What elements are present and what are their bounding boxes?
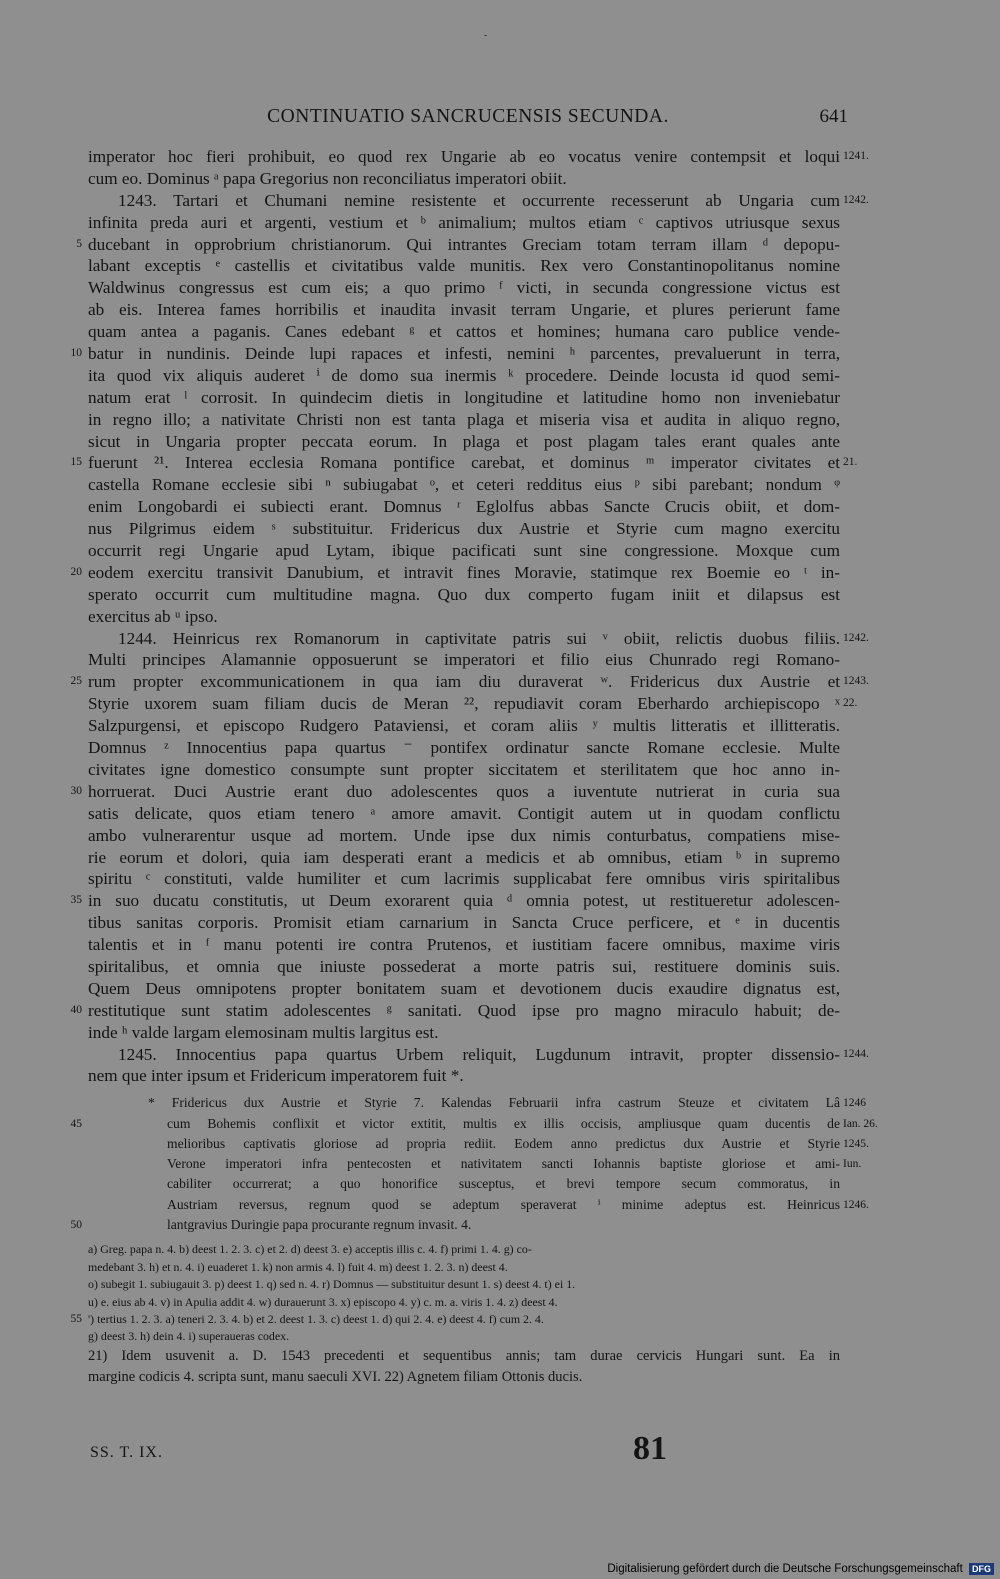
apparatus-line bbox=[60, 1259, 940, 1276]
text-text: 1245. Innocentius papa quartus Urbem reliquit, Lugdunum intravit, propter dissensio- bbox=[118, 1044, 840, 1064]
apparatus-line bbox=[60, 1294, 940, 1311]
note-text: Austriam reversus, regnum quod se adeptum speraverat ⁱ minime adeptus est. Heinricus bbox=[167, 1196, 840, 1212]
apparatus-line bbox=[60, 1241, 940, 1258]
note-line bbox=[60, 1093, 940, 1113]
text-text: Multi principes Alamannie opposuerunt se imperatori et filio eius Chunrado regi Romano- bbox=[88, 650, 840, 670]
apparatus-text: u) e. eius ab 4. v) in Apulia addit 4. w) durauerunt 3. x) episcopo 4. y) c. m. a. viris 1. 4. z) deest 4. bbox=[88, 1294, 558, 1309]
text-text: horruerat. Duci Austrie erant duo adolescentes quos a iuventute nutrierat in curia sua bbox=[88, 781, 840, 801]
apparatus-line bbox=[60, 1311, 940, 1328]
text-line bbox=[60, 825, 940, 847]
text-line bbox=[60, 146, 940, 168]
text-text: 1244. Heinricus rex Romanorum in captivitate patris sui ᵛ obiit, relictis duobus filiis. bbox=[118, 628, 840, 648]
text-line bbox=[60, 168, 940, 190]
text-text: infinita preda auri et argenti, vestium et ᵇ animalium; multos etiam ᶜ captivos utriusque sexus bbox=[88, 212, 840, 232]
margin-year: 1242. bbox=[843, 631, 869, 644]
page-number: 641 bbox=[819, 106, 848, 127]
text-text: tibus sanitas corporis. Promisit etiam carnarium in Sancta Cruce perficere, et ᵉ in ducentis bbox=[88, 913, 840, 933]
text-line bbox=[60, 321, 940, 343]
running-title: CONTINUATIO SANCRUCENSIS SECUNDA. bbox=[267, 106, 669, 127]
text-text: occurrit regi Ungarie apud Lytam, ibique pacificati sunt sine congressione. Moxque cum bbox=[88, 541, 840, 561]
text-text: imperator hoc fieri prohibuit, eo quod rex Ungarie ab eo vocatus venire contempsit et loqui bbox=[88, 147, 840, 166]
line-number: 50 bbox=[70, 1219, 82, 1232]
apparatus-line bbox=[60, 1328, 940, 1345]
text-line bbox=[60, 1022, 940, 1044]
marginal-note bbox=[60, 1093, 940, 1235]
margin-year: 1246 bbox=[843, 1097, 866, 1110]
text-line bbox=[60, 234, 940, 256]
line-number: 40 bbox=[70, 1003, 82, 1016]
apparatus-text: medebant 3. h) et n. 4. i) euaderet 1. k) non armis 4. l) fuit 4. m) deest 1. 2. 3. n) deest 4. bbox=[88, 1259, 508, 1274]
dfg-logo: DFG bbox=[969, 1563, 994, 1575]
text-line bbox=[60, 299, 940, 321]
text-text: quam antea a paganis. Canes edebant ᵍ et cattos et homines; humana caro publice vende- bbox=[88, 322, 840, 342]
margin-year: 1244. bbox=[843, 1047, 869, 1060]
text-text: castella Romane ecclesie sibi ⁿ subiugabat ᵒ, et ceteri redditus eius ᵖ sibi parebant; nondum ᵠ bbox=[88, 475, 840, 495]
text-line bbox=[60, 956, 940, 978]
margin-year: 21. bbox=[843, 456, 858, 469]
margin-year: 1241. bbox=[843, 150, 869, 162]
line-number: 10 bbox=[70, 347, 82, 360]
page-body bbox=[60, 146, 940, 1388]
text-text: Salzpurgensi, et episcopo Rudgero Pataviensi, et coram aliis ʸ multis litteratis et illitteratis. bbox=[88, 716, 840, 736]
text-line bbox=[60, 649, 940, 671]
margin-year: 1243. bbox=[843, 675, 869, 688]
text-line bbox=[60, 628, 940, 650]
text-line bbox=[60, 540, 940, 562]
footnote-text: 21) Idem usuvenit a. D. 1543 precedenti et sequentibus annis; tam durae cervicis Hungari sunt. Ea in bbox=[88, 1347, 840, 1364]
text-line bbox=[60, 431, 940, 453]
text-line bbox=[60, 737, 940, 759]
text-text: Quem Deus omnipotens propter bonitatem suam et devotionem ducis exaudire dignatus est, bbox=[88, 978, 840, 998]
text-text: Waldwinus congressus est cum eis; a quo primo ᶠ victi, in secunda congressione victus est bbox=[88, 278, 840, 298]
text-text: natum erat ˡ corrosit. In quindecim dietis in longitudine et latitudine homo non inveniebatur bbox=[88, 387, 840, 407]
text-text: spiritu ᶜ constituti, valde humiliter et cum lacrimis supplicabat fere omnibus viris spiritalibus bbox=[88, 869, 840, 889]
note-line bbox=[60, 1134, 940, 1154]
text-line bbox=[60, 693, 940, 715]
text-line bbox=[60, 190, 940, 212]
text-text: sperato occurrit cum multitudine magna. Quo dux comperto fugam iniit et dilapsus est bbox=[88, 584, 840, 604]
apparatus-text: ') tertius 1. 2. 3. a) teneri 2. 3. 4. b) et 2. deest 1. 3. c) deest 1. d) qui 2. 4. e) deest 4. f) cum 2. 4. bbox=[88, 1311, 544, 1326]
text-text: talentis et in ᶠ manu potenti ire contra Prutenos, et iustitiam facere omnibus, maxime viris bbox=[88, 935, 840, 955]
text-text: ita quod vix aliquis auderet ⁱ de domo sua inermis ᵏ procedere. Deinde locusta id quod semi- bbox=[88, 365, 840, 385]
line-number: 20 bbox=[70, 565, 82, 578]
apparatus-text: o) subegit 1. subiugauit 3. p) deest 1. q) sed n. 4. r) Domnus — substituitur desunt 1. s) deest 4. t) ei 1. bbox=[88, 1277, 576, 1292]
note-text: cum Bohemis conflixit et victor extitit, multis ex illis occisis, ampliusque quam ducentis de bbox=[167, 1115, 840, 1131]
note-line bbox=[60, 1174, 940, 1194]
credit-text: Digitalisierung gefördert durch die Deutsche Forschungsgemeinschaft bbox=[607, 1563, 963, 1575]
text-line bbox=[60, 978, 940, 1000]
note-line bbox=[60, 1215, 940, 1235]
text-text: inde ʰ valde largam elemosinam multis largitus est. bbox=[88, 1022, 439, 1042]
volume-signature: SS. T. IX. bbox=[90, 1444, 163, 1461]
text-text: in suo ducatu constitutis, ut Deum exorarent quia ᵈ omnia potest, ut restitueretur adolescen- bbox=[88, 891, 840, 911]
line-number: 30 bbox=[70, 784, 82, 797]
text-text: batur in nundinis. Deinde lupi rapaces et infesti, nemini ʰ parcentes, prevaluerunt in terra, bbox=[88, 344, 840, 364]
text-text: ambo vulnerarentur usque ad mortem. Unde ipse dux nimis conturbatus, compatiens mise- bbox=[88, 825, 840, 845]
text-text: ducebant in opprobrium christianorum. Qui intrantes Greciam totam terram illam ᵈ depopu- bbox=[88, 234, 840, 254]
text-text: rum propter excommunicationem in qua iam diu duraverat ʷ. Fridericus dux Austrie et bbox=[88, 672, 840, 692]
digitization-credit bbox=[607, 1563, 994, 1575]
text-text: labant exceptis ᵉ castellis et civitatibus valde munitis. Rex vero Constantinopolitanus nomine bbox=[88, 256, 840, 276]
text-text: spiritalibus, et omnia que iniuste possederat a morte patris sui, restituere dominis suis. bbox=[88, 956, 840, 976]
text-text: fuerunt ²¹. Interea ecclesia Romana pontifice carebat, et dominus ᵐ imperator civitates et bbox=[88, 453, 840, 473]
text-line bbox=[60, 671, 940, 693]
text-text: cum eo. Dominus ᵃ papa Gregorius non reconciliatus imperatori obiit. bbox=[88, 168, 567, 188]
text-line bbox=[60, 255, 940, 277]
text-text: restitutique sunt statim adolescentes ᵍ sanitati. Quod ipse pro magno miraculo habuit; de- bbox=[88, 1000, 840, 1020]
text-line bbox=[60, 781, 940, 803]
apparatus-text: g) deest 3. h) dein 4. i) superaueras codex. bbox=[88, 1329, 290, 1344]
critical-apparatus bbox=[60, 1241, 940, 1345]
text-line bbox=[60, 584, 940, 606]
margin-year: 1246. bbox=[843, 1198, 869, 1211]
text-line bbox=[60, 387, 940, 409]
footnote-line bbox=[60, 1367, 940, 1388]
text-line bbox=[60, 606, 940, 628]
text-line bbox=[60, 759, 940, 781]
text-text: eodem exercitu transivit Danubium, et intravit fines Moravie, statimque rex Boemie eo ᵗ in- bbox=[88, 562, 840, 582]
margin-year: Iun. bbox=[843, 1158, 862, 1171]
text-line bbox=[60, 518, 940, 540]
text-text: nus Pilgrimus eidem ˢ substituitur. Fridericus dux Austrie et Styrie cum magno exercitu bbox=[88, 519, 840, 539]
margin-year: 22. bbox=[843, 697, 858, 710]
sheet-number: 81 bbox=[633, 1430, 667, 1467]
margin-year: 1242. bbox=[843, 193, 869, 206]
apparatus-text: a) Greg. papa n. 4. b) deest 1. 2. 3. c) et 2. d) deest 3. e) acceptis illis c. 4. f) primi 1. 4. g) co- bbox=[88, 1242, 532, 1257]
text-line bbox=[60, 343, 940, 365]
text-text: exercitus ab ᵘ ipso. bbox=[88, 606, 218, 626]
text-text: rie eorum et dolori, quia iam desperati erant a medicis et ab omnibus, etiam ᵇ in supremo bbox=[88, 847, 840, 867]
text-line bbox=[60, 847, 940, 869]
note-text: * Fridericus dux Austrie et Styrie 7. Kalendas Februarii infra castrum Steuze et civitatem Lâ bbox=[148, 1095, 840, 1111]
note-text: Verone imperatori infra pentecosten et nativitatem sancti Iohannis baptiste gloriose et ami- bbox=[167, 1156, 840, 1172]
text-line bbox=[60, 496, 940, 518]
text-text: enim Longobardi ei subiecti erant. Domnus ʳ Eglolfus abbas Sancte Crucis obiit, et dom- bbox=[88, 497, 840, 517]
text-line bbox=[60, 365, 940, 387]
text-line bbox=[60, 212, 940, 234]
text-line bbox=[60, 1044, 940, 1066]
text-text: Domnus ᶻ Innocentius papa quartus ⁻ pontifex ordinatur sancte Romane ecclesie. Multe bbox=[88, 738, 840, 758]
text-line bbox=[60, 1000, 940, 1022]
note-text: lantgravius Duringie papa procurante regnum invasit. 4. bbox=[167, 1217, 472, 1233]
text-line bbox=[60, 562, 940, 584]
note-text: cabiliter occurrerat; a quo honorifice susceptus, et brevi tempore secum commoratus, in bbox=[167, 1176, 840, 1192]
text-line bbox=[60, 474, 940, 496]
text-line bbox=[60, 452, 940, 474]
text-text: nem que inter ipsum et Fridericum imperatorem fuit *. bbox=[88, 1066, 464, 1086]
note-line bbox=[60, 1114, 940, 1134]
line-number: 15 bbox=[70, 456, 82, 469]
note-line bbox=[60, 1154, 940, 1174]
note-line bbox=[60, 1195, 940, 1215]
line-number: 45 bbox=[70, 1117, 82, 1130]
text-text: civitates igne domestico consumpte sunt propter siccitatem et sterilitatem que hoc anno in- bbox=[88, 759, 840, 779]
line-number: 35 bbox=[70, 894, 82, 907]
line-number: 55 bbox=[70, 1312, 82, 1325]
line-number: 5 bbox=[76, 237, 82, 250]
text-line bbox=[60, 890, 940, 912]
text-text: satis delicate, quos etiam tenero ᵃ amore amavit. Contigit autem ut in quodam conflictu bbox=[88, 803, 840, 823]
text-line bbox=[60, 277, 940, 299]
text-text: sicut in Ungaria propter peccata eorum. In plaga et post plagam tales erant quales ante bbox=[88, 431, 840, 451]
main-text bbox=[60, 146, 940, 1087]
text-line bbox=[60, 934, 940, 956]
text-text: Styrie uxorem suam filiam ducis de Meran ²², repudiavit coram Eberhardo archiepiscopo ˣ bbox=[88, 694, 840, 714]
apparatus-line bbox=[60, 1276, 940, 1293]
margin-year: 1245. bbox=[843, 1137, 869, 1150]
page-header bbox=[88, 106, 848, 136]
text-line bbox=[60, 409, 940, 431]
note-text: melioribus captivatis gloriose ad propria rediit. Eodem anno predictus dux Austrie et Styrie bbox=[167, 1135, 840, 1151]
text-line bbox=[60, 1065, 940, 1087]
footnotes bbox=[60, 1346, 940, 1388]
text-text: in regno illo; a nativitate Christi non est tanta plaga et miseria visa et audita in aliquo regno, bbox=[88, 409, 840, 429]
margin-year: Ian. 26. bbox=[843, 1117, 878, 1130]
footnote-text: margine codicis 4. scripta sunt, manu saeculi XVI. 22) Agnetem filiam Ottonis ducis. bbox=[88, 1368, 583, 1385]
top-mark: - bbox=[484, 30, 488, 41]
text-text: 1243. Tartari et Chumani nemine resistente et occurrente recesserunt ab Ungaria cum bbox=[118, 190, 840, 210]
text-line bbox=[60, 912, 940, 934]
line-number: 25 bbox=[70, 675, 82, 688]
page-footer bbox=[88, 1430, 840, 1470]
footnote-line bbox=[60, 1346, 940, 1367]
text-line bbox=[60, 868, 940, 890]
text-line bbox=[60, 715, 940, 737]
text-text: ab eis. Interea fames horribilis et inaudita invasit terram Ungarie, et plures perierunt fame bbox=[88, 300, 840, 320]
text-line bbox=[60, 803, 940, 825]
